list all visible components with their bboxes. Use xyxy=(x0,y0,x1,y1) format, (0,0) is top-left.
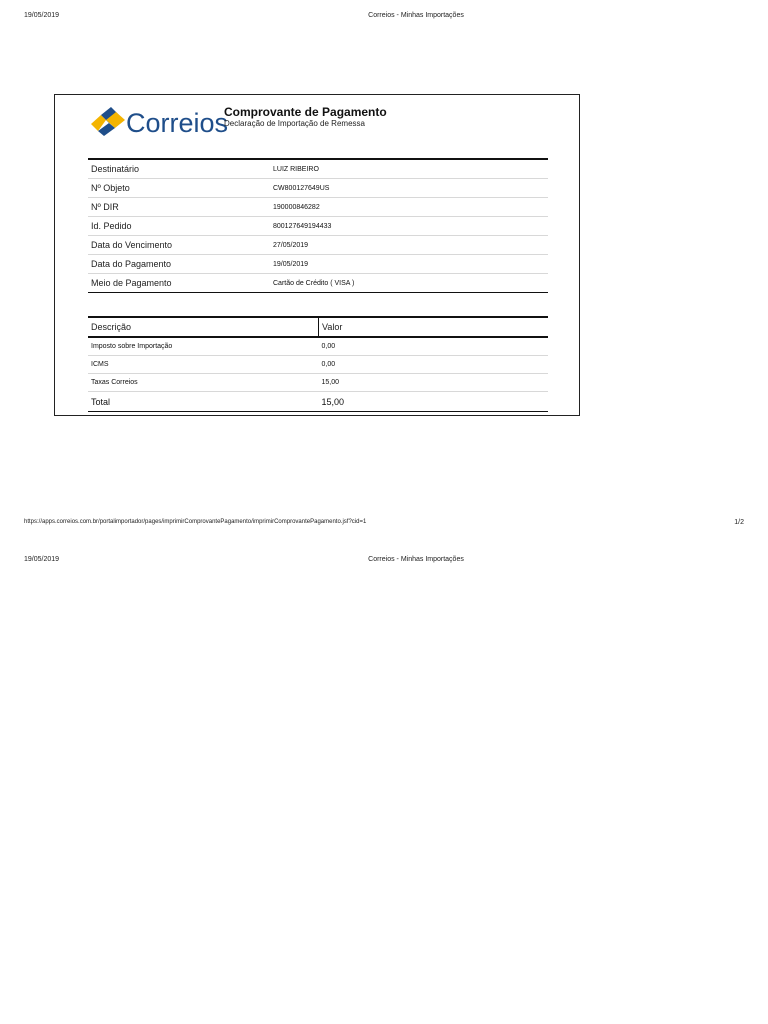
correios-logo-icon xyxy=(89,104,127,138)
print-page-title: Correios - Minhas Importações xyxy=(368,12,464,19)
page-number: 1/2 xyxy=(734,519,744,526)
info-value: 800127649194433 xyxy=(270,217,548,236)
payment-description: Imposto sobre Importação xyxy=(88,337,319,356)
table-row xyxy=(88,374,548,392)
correios-logo-wordmark: Correios xyxy=(126,108,229,138)
print-url: https://apps.correios.com.br/portalimportador/pages/imprimirComprovantePagamento/imprimirComprovantePagamento.jsf?cid=1 xyxy=(24,519,367,525)
correios-logo xyxy=(89,104,229,138)
payment-description: ICMS xyxy=(88,356,319,374)
recipient-info-table xyxy=(88,158,548,293)
total-row xyxy=(88,392,548,412)
total-value: 15,00 xyxy=(321,396,345,407)
table-row xyxy=(88,337,548,356)
receipt-title: Comprovante de Pagamento xyxy=(224,105,387,119)
print-date: 19/05/2019 xyxy=(24,12,60,19)
payment-receipt xyxy=(54,94,580,416)
print-date: 19/05/2019 xyxy=(24,556,60,563)
info-value: 19/05/2019 xyxy=(270,255,548,274)
info-label: Meio de Pagamento xyxy=(91,278,172,288)
info-label: Destinatário xyxy=(88,159,270,179)
table-row xyxy=(88,159,548,179)
table-row xyxy=(88,198,548,217)
info-value: CW800127649US xyxy=(270,179,548,198)
info-value: Cartão de Crédito ( VISA ) xyxy=(273,279,355,287)
table-row xyxy=(88,217,548,236)
info-label: Data do Pagamento xyxy=(88,255,270,274)
print-page-title: Correios - Minhas Importações xyxy=(368,556,464,563)
print-footer xyxy=(0,519,768,531)
print-header-page-2 xyxy=(0,544,768,574)
info-value: 190000846282 xyxy=(270,198,548,217)
column-header-description: Descrição xyxy=(88,317,319,337)
info-value: 27/05/2019 xyxy=(270,236,548,255)
payment-value: 0,00 xyxy=(319,356,549,374)
total-label: Total xyxy=(91,396,111,407)
table-row xyxy=(88,274,548,293)
table-row xyxy=(88,236,548,255)
table-row xyxy=(88,356,548,374)
info-label: Data do Vencimento xyxy=(88,236,270,255)
payment-value: 0,00 xyxy=(319,337,549,356)
info-value: LUIZ RIBEIRO xyxy=(270,159,548,179)
table-row xyxy=(88,179,548,198)
payment-table xyxy=(88,316,548,412)
receipt-subtitle: Declaração de Importação de Remessa xyxy=(224,119,365,128)
info-label: Nº Objeto xyxy=(88,179,270,198)
table-row xyxy=(88,255,548,274)
column-header-value: Valor xyxy=(319,317,549,337)
table-header-row xyxy=(88,317,548,337)
print-header xyxy=(0,0,768,30)
info-label: Nº DIR xyxy=(88,198,270,217)
payment-description: Taxas Correios xyxy=(88,374,319,392)
payment-value: 15,00 xyxy=(319,374,549,392)
info-label: Id. Pedido xyxy=(88,217,270,236)
